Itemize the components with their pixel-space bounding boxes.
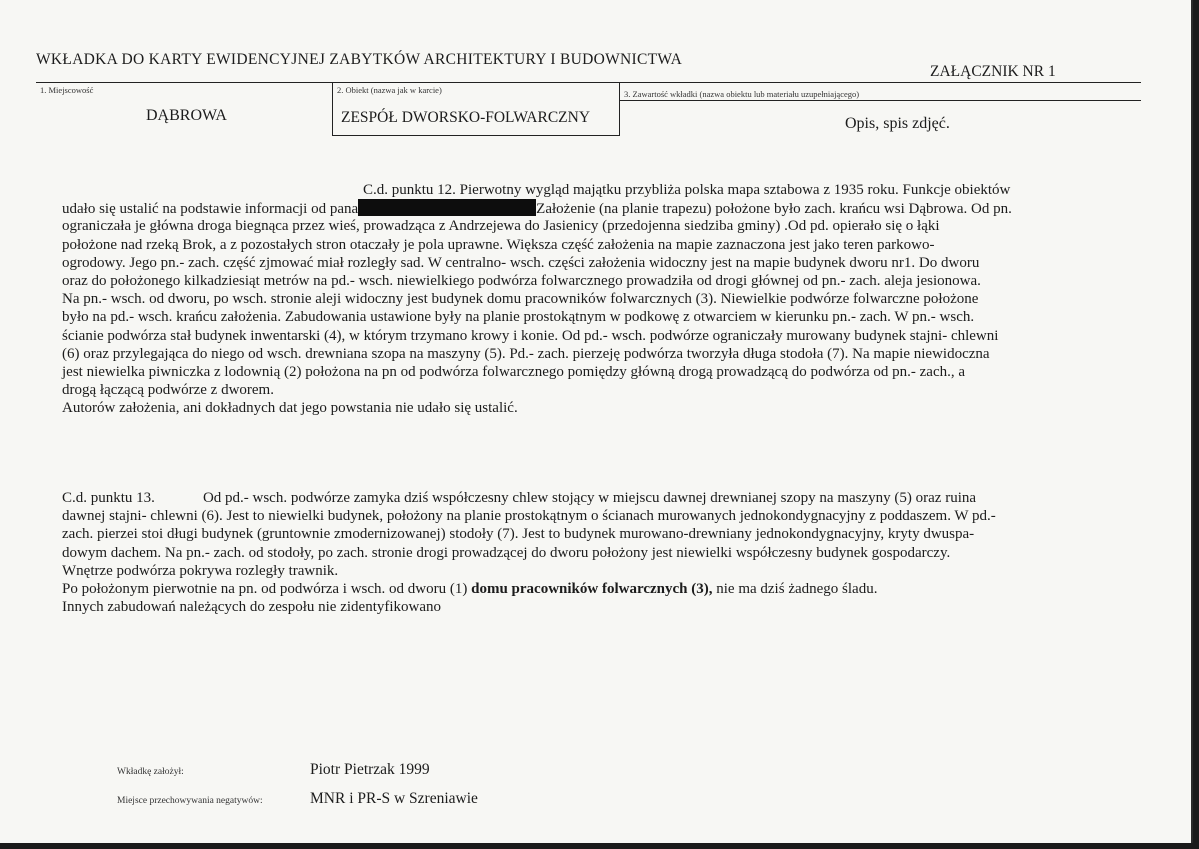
s13-line-text: Od pd.- wsch. podwórze zamyka dziś współczesny chlew stojący w miejscu dawnej drewnianej szopy na maszyny (5) oraz ruina <box>202 490 977 506</box>
s13-line <box>62 489 996 507</box>
object-value: ZESPÓŁ DWORSKO-FOLWARCZNY <box>341 109 591 126</box>
s12-line: ograniczała je główna droga biegnąca przez wieś, prowadząca z Andrzejewa do Jasienicy (przedojenna siedziba gminy) .Od pd. opierało się o łąki <box>62 218 940 235</box>
locality-value: DĄBROWA <box>146 107 227 124</box>
scan-edge-right <box>1193 0 1199 849</box>
contents-value: Opis, spis zdjęć. <box>845 115 950 132</box>
document-title: WKŁADKA DO KARTY EWIDENCYJNEJ ZABYTKÓW ARCHITEKTURY I BUDOWNICTWA <box>36 51 683 68</box>
author-value: Piotr Pietrzak 1999 <box>310 761 430 778</box>
locality-cell <box>36 83 332 135</box>
scan-edge-bottom <box>0 843 1199 849</box>
s12-line: jest niewielka piwniczka z lodownią (2) położona na pn od podwórza folwarcznego pomiędzy główną drogą prowadzącą do podwórza od pn.- zach., a <box>62 363 966 380</box>
contents-cell <box>620 83 1141 135</box>
storage-value: MNR i PR-S w Szreniawie <box>310 790 478 807</box>
s13-line: zach. pierzei stoi długi budynek (gruntownie zmodernizowanej) stodoły (7). Jest to budynek murowano-drewniany jednokondygnacyjny, kryty dwuspa- <box>62 526 975 543</box>
s12-line: ścianie podwórza stał budynek inwentarski (4), w którym trzymano krowy i konie. Od pd.- wsch. podwórze ograniczały murowany budynek stajni- chlewni <box>62 327 999 344</box>
s12-line: było na pd.- wsch. krańcu założenia. Zabudowania ustawione były na planie prostokątnym w podkowę z otwarciem w kierunku pn.- zach. W pn.- wsch. <box>62 309 975 326</box>
s12-line-text: Założenie (na planie trapezu) położone było zach. krańcu wsi Dąbrowa. Od pn. <box>536 201 1012 218</box>
s13-line-text: Po położonym pierwotnie na pn. od podwórza i wsch. od dworu (1) <box>62 580 472 597</box>
object-cell <box>332 83 620 136</box>
storage-label: Miejsce przechowywania negatywów: <box>117 796 263 806</box>
s12-line: położone nad rzeką Brok, a z pozostałych stron otaczały je pola uprawne. Większa część założenia na mapie zaznaczona jest jako teren parkowo- <box>62 236 935 253</box>
section-13-text <box>62 489 996 616</box>
object-label: 2. Obiekt (nazwa jak w karcie) <box>337 85 442 95</box>
s12-line: (6) oraz przylegająca do niego od wsch. drewniana szopa na maszyny (5). Pd.- zach. pierzeję podwórza tworzyła długa stodoła (7). Na mapie niewidoczna <box>62 345 990 362</box>
s12-line <box>62 199 1012 217</box>
s12-line: Autorów założenia, ani dokładnych dat jego powstania nie udało się ustalić. <box>62 400 518 417</box>
s13-line: Innych zabudowań należących do zespołu nie zidentyfikowano <box>62 599 442 616</box>
s12-line: Na pn.- wsch. od dworu, po wsch. stronie aleji widoczny jest budynek domu pracowników folwarcznych (3). Niewielkie podwórze folwarczne położone <box>62 291 979 308</box>
s12-line-text: udało się ustalić na podstawie informacji od pana <box>62 201 359 218</box>
author-label: Wkładkę założył: <box>117 767 184 777</box>
s13-bold-text: domu pracowników folwarcznych (3), <box>471 580 713 597</box>
s13-line-text: nie ma dziś żadnego śladu. <box>712 580 878 597</box>
s13-line: Wnętrze podwórza pokrywa rozległy trawnik. <box>62 562 339 579</box>
s12-line: drogą łączącą podwórze z dworem. <box>62 382 274 399</box>
locality-label: 1. Miejscowość <box>40 85 94 95</box>
redaction-bar <box>358 199 536 216</box>
s12-line: oraz do położonego kilkadziesiąt metrów na pd.- wsch. niewielkiego podwórza folwarcznego prowadziła od drogi głównej od pn.- zach. aleja jesionowa. <box>62 272 981 289</box>
s13-line <box>62 580 996 598</box>
contents-label: 3. Zawartość wkładki (nazwa obiektu lub materiału uzupełniającego) <box>624 89 860 99</box>
s12-line: C.d. punktu 12. Pierwotny wygląd majątku przybliża polska mapa sztabowa z 1935 roku. Funkcje obiektów <box>363 182 1011 198</box>
s13-heading: C.d. punktu 13. <box>62 490 155 506</box>
s13-line: dawnej stajni- chlewni (6). Jest to niewielki budynek, położony na planie prostokątnym o ścianach murowanych jednokondygnacyjny z poddaszem. W pd.- <box>62 508 996 525</box>
annex-number: ZAŁĄCZNIK NR 1 <box>930 63 1056 80</box>
s13-line: dowym dachem. Na pn.- zach. od stodoły, po zach. stronie drogi prowadzącej do dworu położony jest niewielki współczesny budynek gospodarczy. <box>62 544 951 561</box>
s12-line: ogrodowy. Jego pn.- zach. część zjmować miał rozległy sad. W centralno- wsch. części założenia widoczny jest na mapie budynek dworu nr1. Do dworu <box>62 254 980 271</box>
section-12-text <box>62 181 1012 417</box>
